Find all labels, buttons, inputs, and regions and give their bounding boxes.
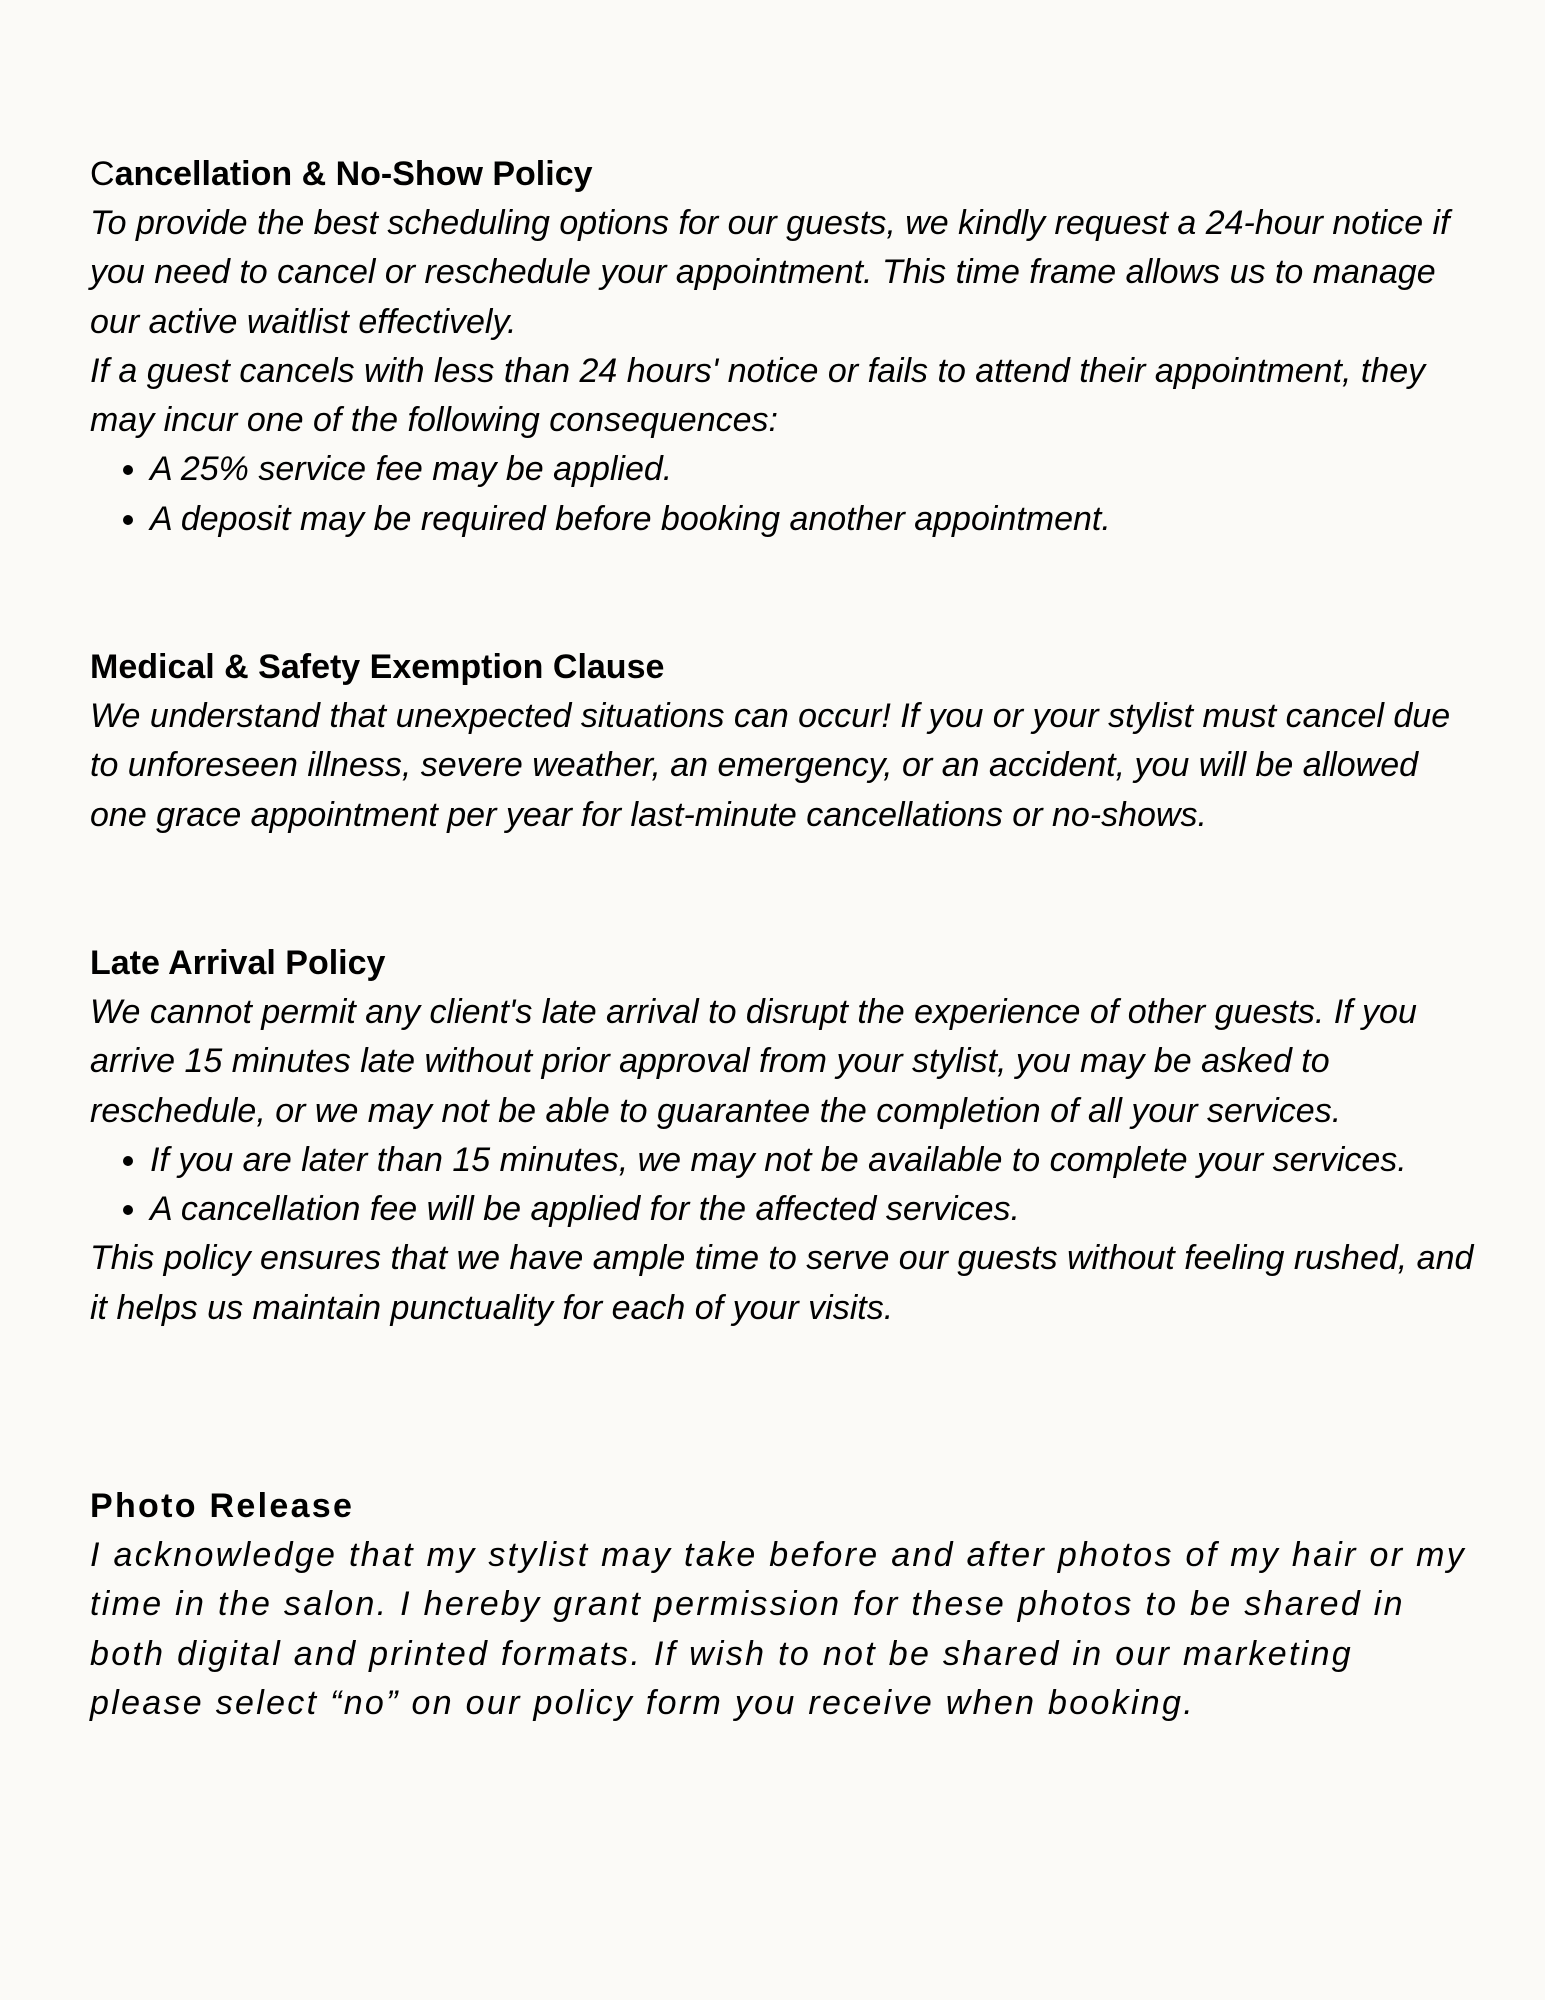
- late-arrival-section: [90, 939, 1477, 1333]
- late-arrival-closing-paragraph: This policy ensures that we have ample time to serve our guests without feeling rushed, and it helps us maintain punctuality for each of your visits.: [90, 1239, 1474, 1327]
- cancellation-heading: [90, 150, 1477, 199]
- cancellation-paragraph-consequences: If a guest cancels with less than 24 hours' notice or fails to attend their appointment, they may incur one of the following consequences:: [90, 351, 1426, 440]
- list-item: • A 25% service fee may be applied.: [150, 445, 1477, 494]
- late-arrival-heading: Late Arrival Policy: [90, 944, 386, 982]
- medical-exemption-section: [90, 643, 1477, 840]
- photo-release-section: [90, 1482, 1477, 1728]
- list-item: • If you are later than 15 minutes, we may not be available to complete your services.: [150, 1136, 1477, 1185]
- cancellation-section: [90, 150, 1477, 544]
- cancellation-consequence-list: [90, 445, 1477, 544]
- photo-release-paragraph: I acknowledge that my stylist may take before and after photos of my hair or my time in the salon. I hereby grant permission for these photos to be shared in both digital and printed formats. If wish to not be shared in our marketing please select “no” on our policy form you receive when booking.: [90, 1536, 1467, 1722]
- late-arrival-list: [90, 1136, 1477, 1235]
- medical-paragraph: We understand that unexpected situations can occur! If you or your stylist must cancel due to unforeseen illness, severe weather, an emergency, or an accident, you will be allowed one grace appointment per year for last-minute cancellations or no-shows.: [90, 697, 1451, 834]
- cancellation-heading-initial: C: [90, 155, 115, 193]
- late-arrival-paragraph: We cannot permit any client's late arrival to disrupt the experience of other guests. If you arrive 15 minutes late without prior approval from your stylist, you may be asked to reschedule, or we may not be able to guarantee the completion of all your services.: [90, 993, 1417, 1130]
- list-item: • A cancellation fee will be applied for the affected services.: [150, 1185, 1477, 1234]
- cancellation-heading-rest: ancellation & No-Show Policy: [114, 155, 593, 193]
- medical-heading: Medical & Safety Exemption Clause: [90, 648, 665, 686]
- cancellation-paragraph-notice: To provide the best scheduling options for our guests, we kindly request a 24-hour notice if you need to cancel or reschedule your appointment. This time frame allows us to manage our active waitlist effectively.: [90, 204, 1450, 341]
- photo-release-heading: Photo Release: [90, 1487, 355, 1525]
- list-item: • A deposit may be required before booking another appointment.: [150, 495, 1477, 544]
